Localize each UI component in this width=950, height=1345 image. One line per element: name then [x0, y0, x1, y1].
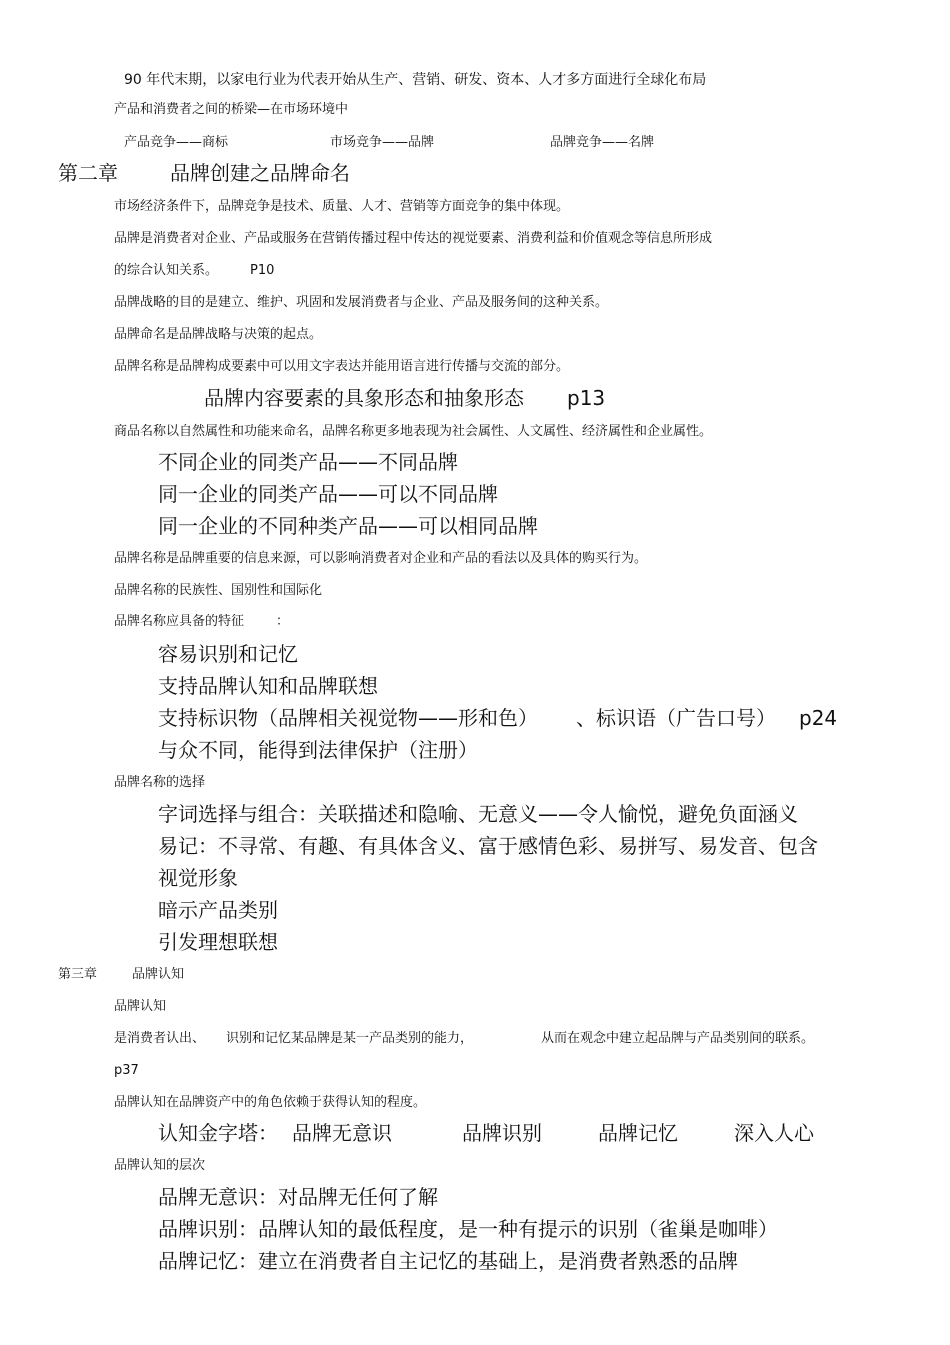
- ch2-paragraph-2b: 的综合认知关系。: [114, 263, 219, 278]
- ch2-paragraph-5: 品牌名称是品牌构成要素中可以用文字表达并能用语言进行传播与交流的部分。: [114, 359, 570, 374]
- ch3-pyramid-level-3: 品牌记忆: [598, 1121, 678, 1145]
- ch2-choice-2: 易记：不寻常、有趣、有具体含义、富于感情色彩、易拼写、易发音、包含: [158, 834, 818, 858]
- chapter-2-title: 品牌创建之品牌命名: [170, 161, 350, 185]
- ch2-paragraph-7: 品牌名称是品牌重要的信息来源，可以影响消费者对企业和产品的看法以及具体的购买行为。: [114, 551, 648, 566]
- ch2-choice-1: 字词选择与组合：关联描述和隐喻、无意义——令人愉悦，避免负面涵义: [158, 802, 798, 826]
- ch2-paragraph-9: 品牌名称应具备的特征: [114, 614, 245, 629]
- ch2-subheading-1: 品牌内容要素的具象形态和抽象形态: [204, 386, 524, 410]
- ch3-pyramid-level-2: 品牌识别: [462, 1121, 542, 1145]
- ch2-choice-2-continued: 视觉形象: [158, 866, 238, 890]
- ch3-level-detail-3: 品牌记忆：建立在消费者自主记忆的基础上，是消费者熟悉的品牌: [158, 1249, 738, 1273]
- ch2-paragraph-1: 市场经济条件下，品牌竞争是技术、质量、人才、营销等方面竞争的集中体现。: [114, 199, 570, 214]
- intro-competition-1: 产品竞争——商标: [124, 135, 229, 150]
- ch3-pyramid-level-4: 深入人心: [734, 1121, 814, 1145]
- ch3-level-detail-1: 品牌无意识：对品牌无任何了解: [158, 1185, 438, 1209]
- ch3-paragraph-1: 品牌认知: [114, 999, 167, 1014]
- ch2-page-ref-p10: P10: [250, 263, 275, 278]
- intro-line-1: 90 年代末期，以家电行业为代表开始从生产、营销、研发、资本、人才多方面进行全球化布局: [124, 72, 707, 88]
- ch2-feature-4: 与众不同，能得到法律保护（注册）: [158, 738, 478, 762]
- ch2-paragraph-2a: 品牌是消费者对企业、产品或服务在营销传播过程中传达的视觉要素、消费利益和价值观念等信息所形成: [114, 231, 713, 246]
- ch2-brand-rule-1: 不同企业的同类产品——不同品牌: [158, 450, 458, 474]
- chapter-3-title: 品牌认知: [132, 967, 185, 982]
- ch2-feature-1: 容易识别和记忆: [158, 642, 298, 666]
- ch2-feature-3b: 、标识语（广告口号）: [576, 706, 776, 730]
- ch3-paragraph-2a: 是消费者认出、: [114, 1031, 206, 1046]
- ch2-choice-3: 暗示产品类别: [158, 898, 278, 922]
- ch3-paragraph-3: 品牌认知在品牌资产中的角色依赖于获得认知的程度。: [114, 1095, 427, 1110]
- ch2-paragraph-9-colon: ：: [276, 614, 290, 629]
- chapter-3-label: 第三章: [58, 967, 98, 982]
- ch2-paragraph-8: 品牌名称的民族性、国别性和国际化: [114, 583, 323, 598]
- ch3-level-detail-2: 品牌识别：品牌认知的最低程度，是一种有提示的识别（雀巢是咖啡）: [158, 1217, 778, 1241]
- ch2-paragraph-4: 品牌命名是品牌战略与决策的起点。: [114, 327, 323, 342]
- ch2-page-ref-p13: p13: [567, 386, 606, 410]
- ch2-choice-4: 引发理想联想: [158, 930, 278, 954]
- ch3-pyramid-label: 认知金字塔：: [158, 1121, 278, 1145]
- ch3-paragraph-4: 品牌认知的层次: [114, 1158, 206, 1173]
- chapter-2-label: 第二章: [58, 161, 118, 185]
- ch3-paragraph-2b: 识别和记忆某品牌是某一产品类别的能力，: [226, 1031, 474, 1046]
- ch2-paragraph-6: 商品名称以自然属性和功能来命名，品牌名称更多地表现为社会属性、人文属性、经济属性和企业属性。: [114, 424, 713, 439]
- intro-competition-3: 品牌竞争——名牌: [550, 135, 655, 150]
- ch2-brand-rule-3: 同一企业的不同种类产品——可以相同品牌: [158, 514, 538, 538]
- ch2-page-ref-p24: p24: [799, 706, 838, 730]
- ch3-pyramid-level-1: 品牌无意识: [292, 1121, 392, 1145]
- ch3-page-ref-p37: p37: [114, 1063, 139, 1078]
- ch2-feature-2: 支持品牌认知和品牌联想: [158, 674, 378, 698]
- ch2-paragraph-10: 品牌名称的选择: [114, 775, 206, 790]
- ch2-feature-3a: 支持标识物（品牌相关视觉物——形和色）: [158, 706, 538, 730]
- ch2-paragraph-3: 品牌战略的目的是建立、维护、巩固和发展消费者与企业、产品及服务间的这种关系。: [114, 295, 609, 310]
- ch3-paragraph-2c: 从而在观念中建立起品牌与产品类别间的联系。: [541, 1031, 815, 1046]
- intro-competition-2: 市场竞争——品牌: [330, 135, 435, 150]
- ch2-brand-rule-2: 同一企业的同类产品——可以不同品牌: [158, 482, 498, 506]
- intro-line-2: 产品和消费者之间的桥梁—在市场环境中: [114, 102, 349, 117]
